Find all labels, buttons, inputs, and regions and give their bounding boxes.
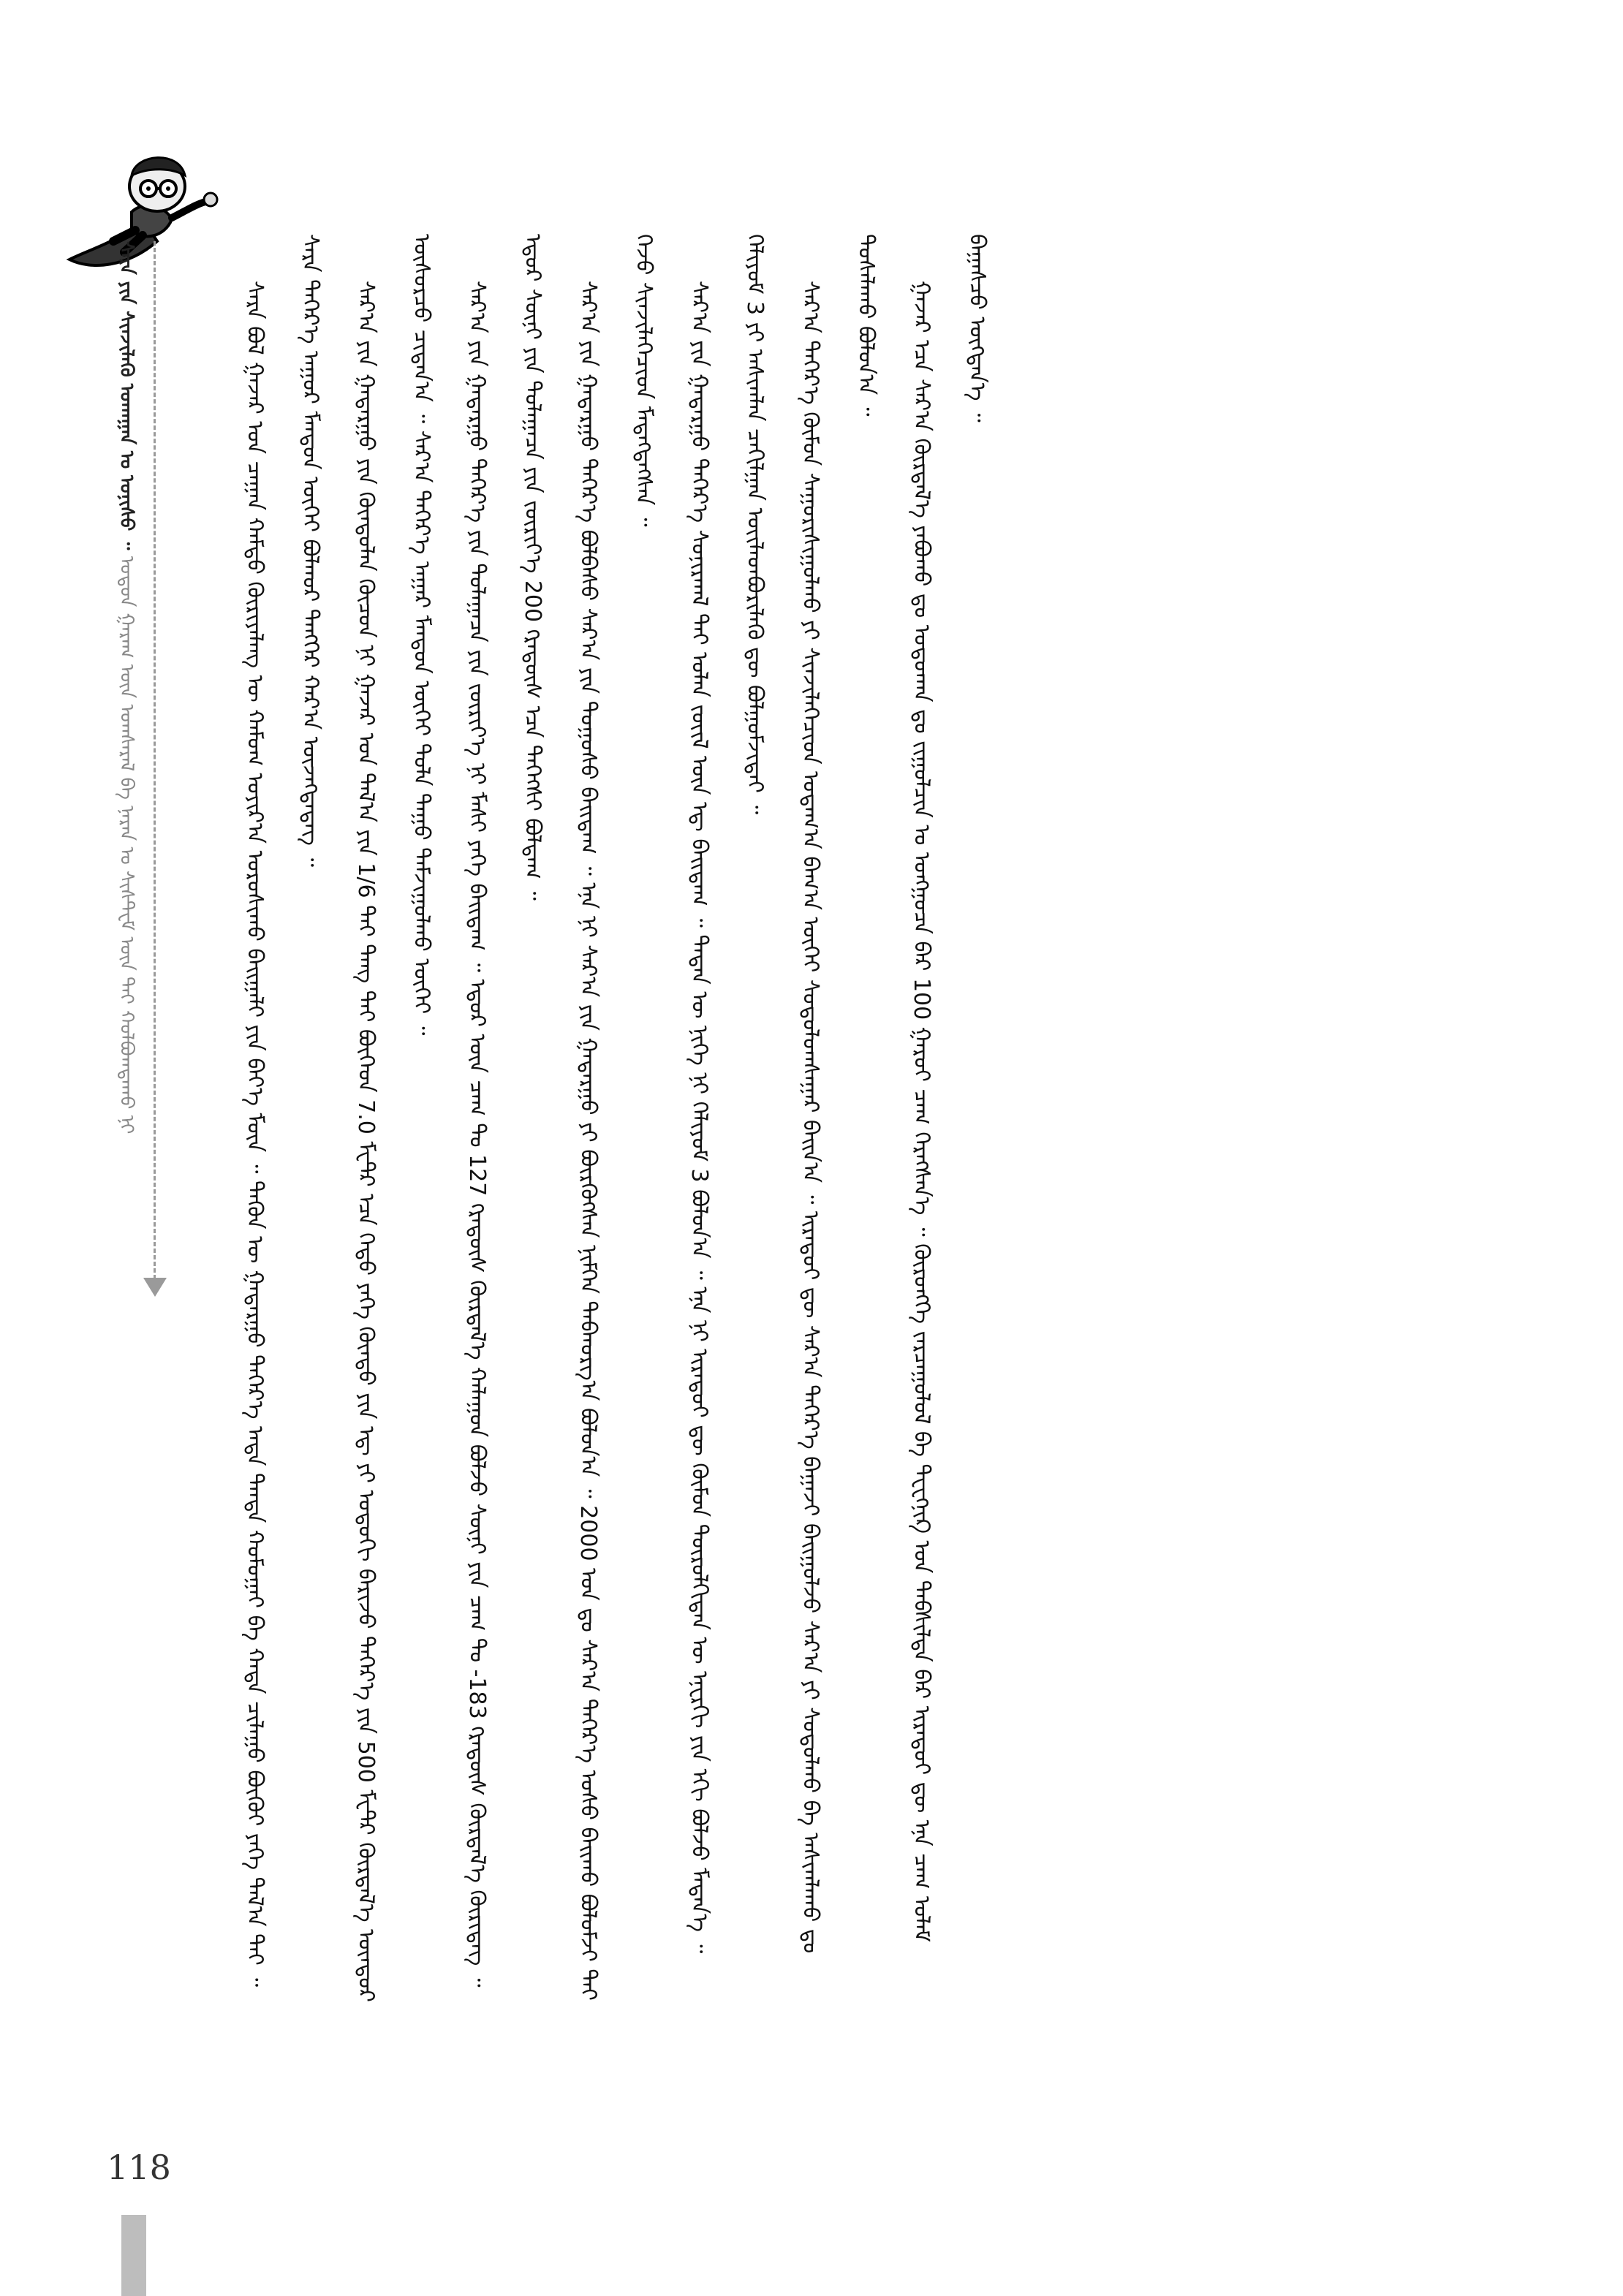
page-edge-bar [121,2215,146,2296]
header-subtitle: ᠣᠳᠣᠨ ᠭᠠᠷᠠᠭ ᠦᠨ ᠤᠭᠰᠠᠷᠠᠯ ᠪᠠ ᠨᠠᠷᠠᠨ ᠤ ᠰᠢᠰᠲ᠋ᠧᠮ ᠦᠨ ᠲᠠᠢ ᠬᠣᠯᠪᠣᠭᠳᠠᠬᠤ ᠨᠢ [116,556,137,1134]
paragraph: ᠰᠠᠷ᠎ᠠ ᠶᠢᠨ ᠭᠠᠳᠠᠷᠭᠤ ᠳᠡᠭᠡᠷ᠎ᠡ ᠶᠢᠨ ᠳᠤᠯᠠᠭᠠᠴᠠ ᠶᠢᠨ ᠵᠥᠷᠢᠶ᠎ᠡ ᠨᠢ ᠮᠠᠰᠢ ᠶᠡᠬᠡ ᠪᠠᠢᠳᠠᠭ ᠃ ᠡᠳᠦᠷ ᠦᠨ ᠴᠠᠭ ᠲᠤ 127 ᠭᠷᠠᠳᠦ᠋ᠰ ᠬᠦᠷᠲᠡᠯ᠎ᠡ ᠬᠠᠯᠠᠭᠤᠨ ᠪᠣᠯᠵᠤ ᠰᠥᠨᠢ ᠶᠢᠨ ᠴᠠᠭ ᠲᠤ -183 ᠭᠷᠠᠳᠦ᠋ᠰ ᠬᠦᠷᠲᠡᠯ᠎ᠡ ᠬᠥᠷᠢᠳᠡᠭ ᠃ ᠡᠳᠦᠷ ᠰᠥᠨᠢ ᠶᠢᠨ ᠳᠤᠯᠠᠭᠠᠴᠠ ᠶᠢᠨ ᠵᠥᠷᠢᠶ᠎ᠡ 200 ᠭᠷᠠᠳᠦ᠋ᠰ ᠡᠴᠡ ᠳᠡᠭᠡᠭᠰᠢ ᠪᠣᠯᠳᠠᠭ ᠃ [464,234,545,1988]
paragraph: ᠭᠠᠵᠠᠷ ᠡᠴᠡ ᠰᠠᠷ᠎ᠠ ᠬᠦᠷᠲᠡᠯ᠎ᠡ ᠶᠠᠪᠤᠬᠤ ᠳᠤ ᠣᠳᠣᠬᠠᠨ ᠳᠤ ᠵᠢᠭᠤᠯᠴᠢᠨ ᠤ ᠣᠩᠭᠤᠴᠠ ᠪᠡᠷ 100 ᠭᠠᠷᠤᠢ ᠴᠠᠭ ᠬᠡᠷᠡᠭᠰᠡᠨ᠎ᠡ ᠃ ᠬᠥᠷᠥᠩᠭᠡ ᠵᠠᠷᠴᠠᠭᠤᠯᠤᠯ ᠪᠠ ᠲᠸᠸᠬᠨᠢᠺ ᠤᠨ ᠳᠡᠪᠰᠢᠯᠲᠡ ᠪᠡᠷ ᠢᠷᠡᠳᠦᠢ ᠳᠦ ᠡᠨᠡ ᠴᠠᠭ ᠤᠯᠠᠮ ᠪᠠᠭᠠᠰᠴᠤ ᠥᠭᠳᠡᠨ᠎ᠡ ᠃ [909,234,990,1942]
triangle-marker-icon [143,1278,167,1297]
paragraph: ᠰᠠᠷ᠎ᠠ ᠶᠢᠨ ᠭᠠᠳᠠᠷᠭᠤ ᠳᠡᠭᠡᠷ᠎ᠡ ᠰᠣᠨᠢᠷᠬᠠᠯ ᠲᠠᠢ ᠣᠯᠠᠨ ᠵᠦᠢᠯ ᠦᠨ ᠡᠳ᠋ ᠪᠠᠢᠳᠠᠭ ᠃ ᠲᠡᠳᠡᠨ ᠦ ᠨᠢᠭᠡ ᠨᠢ ᠬᠡᠯᠢᠶᠦᠮ 3 ᠪᠣᠯᠤᠨ᠎ᠠ ᠃ ᠡᠨᠡ ᠨᠢ ᠢᠷᠡᠳᠦᠢ ᠳᠦ ᠬᠦᠮᠦᠨ ᠲᠥᠷᠦᠯᠬᠢᠲᠡᠨ ᠦ ᠡᠨᠧᠷᠭᠢ ᠶᠢᠨ ᠡᠬᠢ ᠪᠣᠯᠵᠤ ᠮᠡᠳᠡᠨ᠎ᠡ ᠃ ᠬᠡᠯᠢᠶᠦᠮ 3 ᠶᠢ ᠠᠰᠢᠭᠯᠠᠨ ᠴᠠᠬᠢᠯᠭᠠᠨ ᠦᠢᠯᠡᠳᠪᠦᠷᠢᠯᠡᠬᠦ ᠳᠦ ᠪᠣᠯᠭᠣᠮᠵᠢᠲᠠᠢ ᠃ [686,234,768,1954]
paragraph: ᠰᠠᠷ᠎ᠠ ᠳᠡᠭᠡᠷ᠎ᠡ ᠬᠦᠮᠦᠨ ᠰᠠᠭᠤᠷᠢᠰᠢᠭᠤᠯᠬᠤ ᠶᠢ ᠰᠢᠨᠵᠢᠯᠡᠭᠡᠴᠢᠳ ᠤᠳᠠᠭ᠎ᠠ ᠪᠠᠭ᠎ᠠ ᠦᠭᠡᠢ ᠰᠤᠳᠤᠯᠤᠭᠰᠠᠭᠠᠷ ᠪᠠᠢᠨ᠎ᠠ ᠃ ᠢᠷᠡᠳᠦᠢ ᠳᠦ ᠰᠠᠷ᠎ᠠ ᠳᠡᠭᠡᠷ᠎ᠡ ᠪᠠᠭᠠᠵᠢ ᠪᠠᠢᠭᠤᠯᠵᠤ ᠰᠠᠷ᠎ᠠ ᠶᠢ ᠰᠤᠳᠤᠯᠬᠤ ᠪᠠ ᠠᠰᠢᠭᠯᠠᠬᠤ ᠳᠤ ᠲᠤᠰᠠᠯᠠᠬᠤ ᠪᠣᠯᠤᠨ᠎ᠠ ᠃ [798,234,879,1954]
paragraph: ᠰᠠᠷ᠎ᠠ ᠶᠢᠨ ᠭᠠᠳᠠᠷᠭᠤ ᠳᠡᠭᠡᠷ᠎ᠡ ᠪᠣᠯᠪᠠᠰᠤ ᠰᠠᠷ᠎ᠠ ᠶᠢᠨ ᠲᠣᠭᠣᠰᠤ ᠪᠠᠢᠳᠠᠭ ᠃ ᠡᠨᠡ ᠨᠢ ᠰᠠᠷ᠎ᠠ ᠶᠢᠨ ᠭᠠᠳᠠᠷᠭᠤ ᠶᠢ ᠪᠦᠷᠬᠦᠭᠰᠡᠨ ᠨᠢᠮᠭᠡᠨ ᠳᠠᠪᠬᠤᠷᠭ᠎ᠠ ᠪᠣᠯᠤᠨ᠎ᠠ ᠃ 2000 ᠣᠨ ᠳᠤ ᠰᠠᠷ᠎ᠠ ᠳᠡᠭᠡᠷ᠎ᠡ ᠤᠰᠤ ᠪᠠᠢᠬᠤ ᠪᠣᠯᠣᠮᠵᠢ ᠲᠠᠢ ᠭᠡᠵᠦ ᠰᠢᠨᠵᠢᠯᠡᠭᠡᠴᠢᠳ ᠮᠡᠳᠡᠭᠳᠡᠭᠰᠡᠨ ᠃ [575,234,657,2001]
paragraph: ᠰᠠᠷᠠ ᠪᠣᠯ ᠭᠠᠵᠠᠷ ᠤᠨ ᠴᠠᠭᠠᠨ ᠬᠠᠮᠲᠤ ᠬᠦᠷᠢᠶᠡᠯᠡᠩ ᠦ ᠬᠠᠮᠤᠭ ᠣᠶᠢᠷ᠎ᠠ ᠣᠷᠣᠰᠢᠬᠤ ᠪᠠᠢᠭᠠᠯᠢ ᠶᠢᠨ ᠪᠡᠶ᠎ᠡ ᠮᠥᠨ ᠃ ᠲᠡᠭᠦᠨ ᠦ ᠭᠠᠳᠠᠷᠭᠤ ᠳᠡᠭᠡᠷ᠎ᠡ ᠡᠨᠳᠡ ᠲᠡᠨᠳᠡ ᠬᠣᠮᠤᠭᠠᠢ ᠪᠠ ᠬᠠᠳᠠ ᠴᠢᠯᠠᠭᠤ ᠪᠦᠬᠦᠢ ᠶᠡᠬᠡ ᠲᠠᠯ᠎ᠠ ᠲᠠᠢ ᠃ ᠰᠠᠷᠠ ᠳᠡᠭᠡᠷ᠎ᠡ ᠠᠭᠤᠷ ᠮᠠᠨᠳᠤᠨ ᠦᠭᠡᠢ ᠪᠣᠯᠬᠣᠷ ᠲᠡᠩᠭᠡᠷ ᠬᠠᠷ᠎ᠠ ᠦᠵᠡᠭᠳᠡᠳᠡᠭ ᠃ [242,234,323,1988]
header-title: ᠰᠠᠷᠠ ᠶᠢᠨ ᠰᠢᠨᠵᠢᠯᠡᠬᠦ ᠤᠬᠠᠭᠠᠨ ᠤ ᠣᠨᠢᠰᠤ ᠃ [116,241,137,550]
header-divider [154,241,156,1279]
page-number: 118 [107,2148,171,2187]
body-text [227,234,1484,2017]
paragraph: ᠰᠠᠷ᠎ᠠ ᠶᠢᠨ ᠭᠠᠳᠠᠷᠭᠤ ᠶᠢᠨ ᠬᠦᠨᠳᠦᠯᠡᠨ ᠬᠦᠴᠦᠨ ᠨᠢ ᠭᠠᠵᠠᠷ ᠤᠨ ᠲᠠᠯ᠎ᠠ ᠶᠢᠨ 1/6 ᠲᠠᠢ ᠲᠡᠩ ᠲᠡᠢ ᠪᠥᠭᠡᠳ 7.0 ᠮᠧᠲ᠋ᠷ ᠡᠴᠡ ᠬᠡᠲᠦ ᠶᠡᠬᠡ ᠬᠦᠨᠳᠦ ᠶᠢᠨ ᠡᠳ᠋ ᠶᠢ ᠣᠳᠣᠬᠢ ᠪᠠᠷᠢᠵᠤ ᠳᠡᠭᠡᠷ᠎ᠡ ᠶᠢᠨ 500 ᠮᠧᠲ᠋ᠷ ᠬᠦᠷᠲᠡᠯ᠎ᠡ ᠥᠨᠳᠦᠷ ᠦᠰᠦᠷᠴᠦ ᠴᠢᠳᠠᠨ᠎ᠠ ᠃ ᠰᠠᠷ᠎ᠠ ᠳᠡᠭᠡᠷ᠎ᠡ ᠠᠭᠠᠷ ᠮᠠᠨᠳᠤᠨ ᠦᠭᠡᠢ ᠲᠤᠯᠠ ᠳᠠᠭᠤ ᠳᠠᠮᠵᠢᠭᠤᠯᠬᠤ ᠦᠭᠡᠢ ᠃ [353,234,434,2003]
